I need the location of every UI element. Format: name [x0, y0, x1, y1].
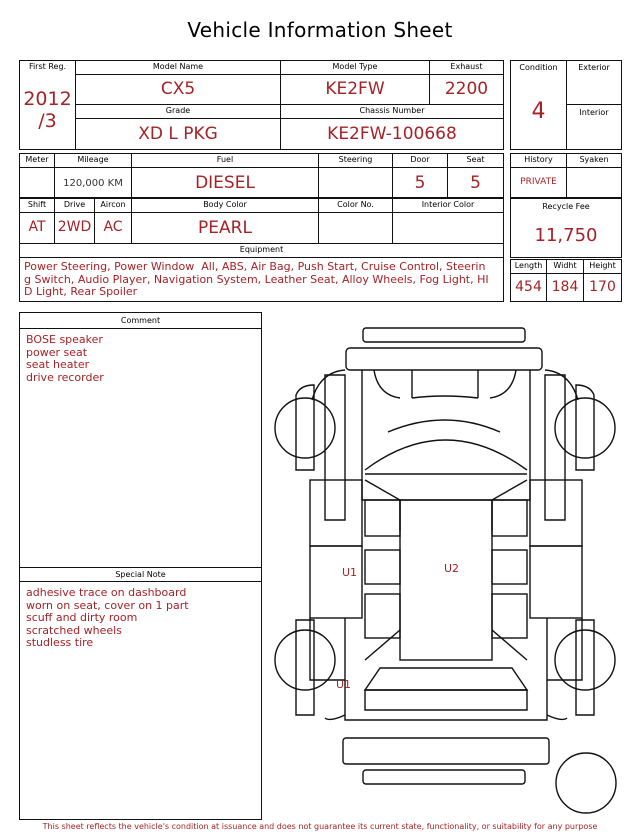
special-note-header	[20, 567, 261, 582]
interior-cell	[566, 104, 622, 150]
width-value: 184	[551, 279, 579, 295]
interior-color-label: Interior Color	[421, 200, 475, 209]
interior-color-label-cell	[392, 198, 504, 213]
syaken-label: Syaken	[579, 155, 609, 164]
door-cell	[392, 167, 448, 198]
door-label-cell	[392, 153, 448, 168]
model-type-value: KE2FW	[325, 79, 385, 99]
seat-label-cell	[447, 153, 504, 168]
equipment-label: Equipment	[239, 245, 284, 254]
height-cell	[583, 273, 622, 302]
steering-cell	[318, 167, 393, 198]
meter-cell	[19, 167, 55, 198]
model-type-label-cell	[280, 60, 430, 75]
fuel-value: DIESEL	[195, 173, 255, 193]
exhaust-label: Exhaust	[450, 62, 483, 71]
body-color-cell	[131, 212, 319, 244]
aircon-label: Aircon	[100, 200, 126, 209]
first-reg-year: 2012	[23, 88, 72, 110]
equipment-cell	[19, 257, 504, 302]
body-color-label-cell	[131, 198, 319, 213]
body-color-label: Body Color	[203, 200, 247, 209]
fuel-cell	[131, 167, 319, 198]
mileage-label: Mileage	[77, 155, 109, 164]
exhaust-value: 2200	[444, 79, 489, 99]
rear-left-wheel	[275, 630, 335, 690]
car-outline	[296, 328, 594, 784]
shift-label-cell	[19, 198, 55, 213]
drive-value: 2WD	[57, 219, 92, 235]
special-note-label: Special Note	[115, 570, 166, 579]
seat-label: Seat	[466, 155, 485, 164]
grade-value: XD L PKG	[138, 124, 218, 144]
model-name-value: CX5	[160, 79, 196, 99]
steering-label-cell	[318, 153, 393, 168]
mileage-value: 120,000 KM	[63, 178, 123, 189]
length-label: Length	[514, 261, 543, 270]
aircon-cell	[94, 212, 132, 244]
exterior-label: Exterior	[578, 63, 610, 72]
seat-cell	[447, 167, 504, 198]
comment-text: BOSE speaker power seat seat heater drive recorder	[26, 333, 104, 384]
vehicle-damage-diagram	[268, 318, 624, 818]
grade-label: Grade	[165, 106, 191, 115]
damage-mark-roof: U2	[444, 562, 460, 575]
first-reg-cell	[19, 60, 76, 150]
aircon-value: AC	[103, 219, 123, 235]
height-value: 170	[589, 279, 616, 295]
condition-label: Condition	[519, 63, 558, 72]
shift-cell	[19, 212, 55, 244]
chassis-label-cell	[280, 104, 504, 119]
length-cell	[510, 273, 547, 302]
width-label-cell	[546, 259, 584, 274]
equipment-value: Power Steering, Power Window All, ABS, Air Bag, Push Start, Cruise Control, Steerin g Switch, Audio Player, Navigation System, Leather Seat, Alloy Wheels, Fog Light, HI D Light, Rear Spoiler	[24, 260, 489, 298]
fuel-label-cell	[131, 153, 319, 168]
disclaimer-footer: This sheet reflects the vehicle's condition at issuance and does not guarantee its current state, functionality, or suitability for any purpose	[42, 822, 598, 831]
exhaust-cell	[429, 74, 504, 105]
front-right-wheel	[555, 398, 615, 458]
recycle-fee-cell	[510, 198, 622, 258]
comment-header	[20, 313, 261, 329]
drive-label: Drive	[63, 200, 86, 209]
front-left-wheel	[275, 398, 335, 458]
mileage-cell	[54, 167, 132, 198]
drive-cell	[54, 212, 95, 244]
shift-label: Shift	[27, 200, 47, 209]
condition-cell	[510, 60, 567, 150]
model-type-cell	[280, 74, 430, 105]
model-type-label: Model Type	[332, 62, 378, 71]
meter-label-cell	[19, 153, 55, 168]
color-no-label-cell	[318, 198, 393, 213]
model-name-label: Model Name	[152, 62, 204, 71]
door-label: Door	[410, 155, 430, 164]
notes-panel	[19, 312, 262, 820]
length-label-cell	[510, 259, 547, 274]
syaken-cell	[566, 167, 622, 198]
door-value: 5	[414, 173, 426, 193]
fuel-label: Fuel	[216, 155, 234, 164]
chassis-label: Chassis Number	[359, 106, 425, 115]
first-reg-month: /3	[38, 110, 57, 132]
width-cell	[546, 273, 584, 302]
rear-right-wheel	[555, 630, 615, 690]
equipment-label-cell	[19, 243, 504, 258]
model-name-cell	[75, 74, 281, 105]
history-label: History	[524, 155, 553, 164]
seat-value: 5	[470, 173, 481, 193]
condition-value: 4	[531, 99, 546, 124]
interior-label: Interior	[579, 108, 609, 117]
height-label: Height	[589, 261, 616, 270]
steering-label: Steering	[338, 155, 373, 164]
width-label: Widht	[553, 261, 577, 270]
exhaust-label-cell	[429, 60, 504, 75]
history-cell	[510, 167, 567, 198]
model-name-label-cell	[75, 60, 281, 75]
sheet-title: Vehicle Information Sheet	[187, 18, 453, 42]
chassis-cell	[280, 118, 504, 150]
first-reg-label: First Reg.	[28, 62, 67, 71]
chassis-value: KE2FW-100668	[327, 124, 457, 144]
damage-mark-side: U1	[342, 566, 358, 579]
recycle-fee-label: Recycle Fee	[542, 202, 590, 211]
special-note-text: adhesive trace on dashboard worn on seat, cover on 1 part scuff and dirty room scratched wheels studless tire	[26, 586, 189, 649]
grade-label-cell	[75, 104, 281, 119]
length-value: 454	[515, 279, 542, 295]
shift-value: AT	[28, 219, 46, 235]
history-label-cell	[510, 153, 567, 168]
damage-mark-rear: U1	[336, 678, 352, 691]
aircon-label-cell	[94, 198, 132, 213]
body-color-value: PEARL	[198, 218, 252, 238]
syaken-label-cell	[566, 153, 622, 168]
exterior-cell	[566, 60, 622, 105]
comment-label: Comment	[120, 316, 161, 325]
meter-label: Meter	[25, 155, 49, 164]
recycle-fee-value: 11,750	[534, 225, 598, 246]
grade-cell	[75, 118, 281, 150]
color-no-label: Color No.	[337, 200, 374, 209]
drive-label-cell	[54, 198, 95, 213]
history-value: PRIVATE	[520, 177, 557, 187]
color-no-cell	[318, 212, 393, 244]
mileage-label-cell	[54, 153, 132, 168]
interior-color-cell	[392, 212, 504, 244]
height-label-cell	[583, 259, 622, 274]
spare-wheel	[556, 753, 616, 813]
